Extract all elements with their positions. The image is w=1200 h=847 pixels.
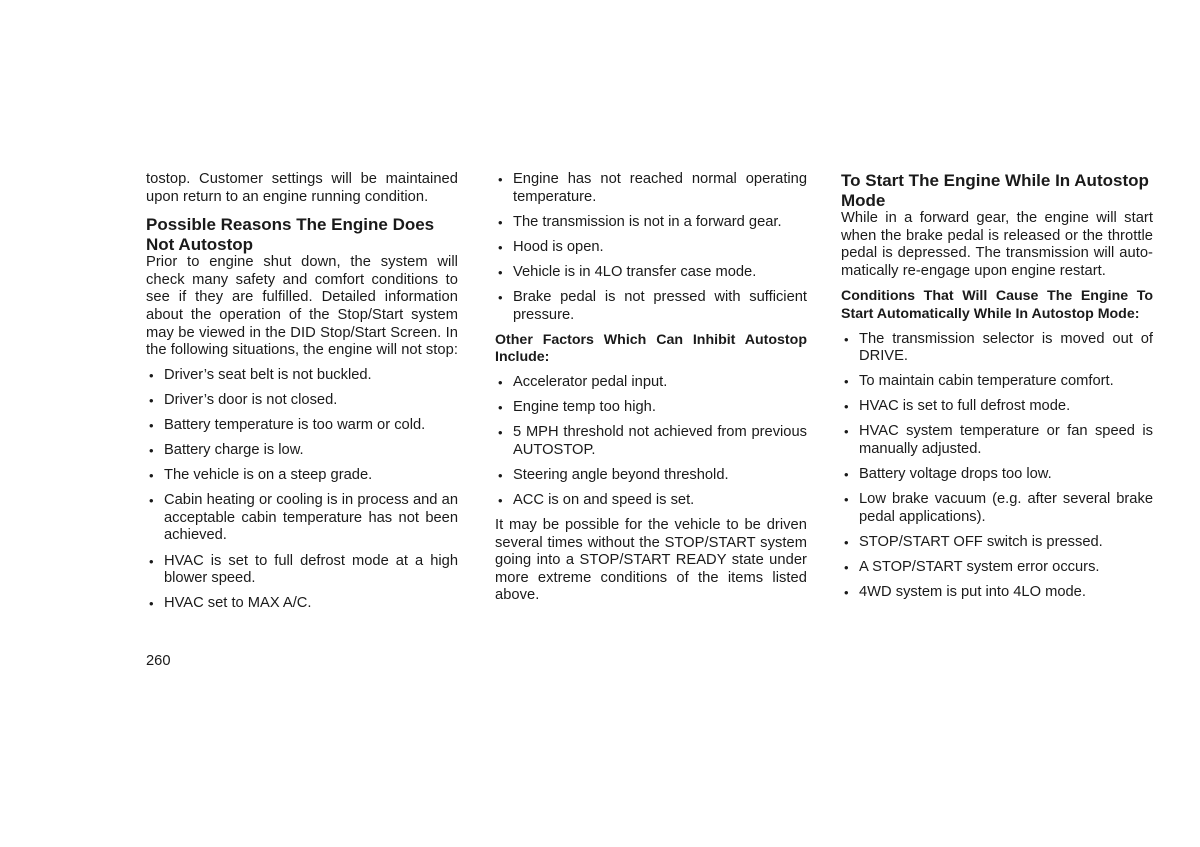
intro-paragraph: tostop. Customer settings will be maintained upon return to an engine running condition. [146,171,458,205]
list-item: • The transmission is not in a forward gear. [495,214,807,232]
column-right [841,171,1153,609]
list-item: • Accelerator pedal input. [495,374,807,392]
list-item: • STOP/START OFF switch is pressed. [841,534,1153,552]
list-item: • The transmission selector is moved out of DRIVE. [841,331,1153,366]
column-left [146,171,458,620]
section-body-paragraph: While in a forward gear, the engine will start when the brake pedal is released or the throttle pedal is depressed. The transmission will auto-matically re-engage upon engine restart. [841,210,1153,279]
auto-start-conditions-list [841,331,1153,602]
page-number: 260 [146,653,171,669]
list-item: • Battery voltage drops too low. [841,466,1153,484]
list-item: • Engine has not reached normal operating temperature. [495,171,807,206]
list-item: • The vehicle is on a steep grade. [146,467,458,485]
subheading-conditions: Conditions That Will Cause The Engine To Start Automatically While In Autostop Mode: [841,288,1153,322]
list-item: • Battery charge is low. [146,442,458,460]
section-heading-not-autostop: Possible Reasons The Engine Does Not Autostop [146,215,435,254]
list-item: • Cabin heating or cooling is in process and an acceptable cabin temperature has not been achieved. [146,492,458,545]
spacer [841,280,1153,288]
list-item: • Battery temperature is too warm or cold. [146,417,458,435]
list-item: • ACC is on and speed is set. [495,492,807,510]
list-item: • 4WD system is put into 4LO mode. [841,584,1153,602]
list-item: • Driver’s door is not closed. [146,392,458,410]
list-item: • To maintain cabin temperature comfort. [841,373,1153,391]
list-item: • Low brake vacuum (e.g. after several brake pedal applications). [841,491,1153,526]
list-item: • Steering angle beyond threshold. [495,467,807,485]
list-item: • HVAC is set to full defrost mode at a high blower speed. [146,553,458,588]
spacer [146,360,458,367]
list-item: • Hood is open. [495,239,807,257]
list-item: • Brake pedal is not pressed with sufficient pressure. [495,289,807,324]
section-body-paragraph: Prior to engine shut down, the system will check many safety and comfort conditions to see if they are fulfilled. Detailed information about the operation of the Stop/Start system may be viewed in the DID Stop/Start Screen. In the following situations, the engine will not stop: [146,254,458,359]
list-item: • 5 MPH threshold not achieved from previous AUTOSTOP. [495,424,807,459]
section-heading-start-engine: To Start The Engine While In Autostop Mode [841,171,1149,210]
spacer [146,206,458,215]
engine-not-stop-list-continued [495,171,807,324]
list-item: • A STOP/START system error occurs. [841,559,1153,577]
list-item: • HVAC is set to full defrost mode. [841,398,1153,416]
list-item: • Driver’s seat belt is not buckled. [146,367,458,385]
spacer [841,324,1153,331]
spacer [495,367,807,374]
subheading-other-factors: Other Factors Which Can Inhibit Autostop Include: [495,331,807,366]
inhibit-autostop-list [495,374,807,510]
engine-not-stop-list [146,367,458,613]
list-item: • Vehicle is in 4LO transfer case mode. [495,264,807,282]
list-item: • HVAC system temperature or fan speed is manually adjusted. [841,423,1153,458]
closing-paragraph: It may be possible for the vehicle to be driven several times without the STOP/START system going into a STOP/START READY state under more extreme conditions of the items listed above. [495,516,807,604]
list-item: • HVAC set to MAX A/C. [146,595,458,613]
column-middle [495,171,807,605]
list-item: • Engine temp too high. [495,399,807,417]
